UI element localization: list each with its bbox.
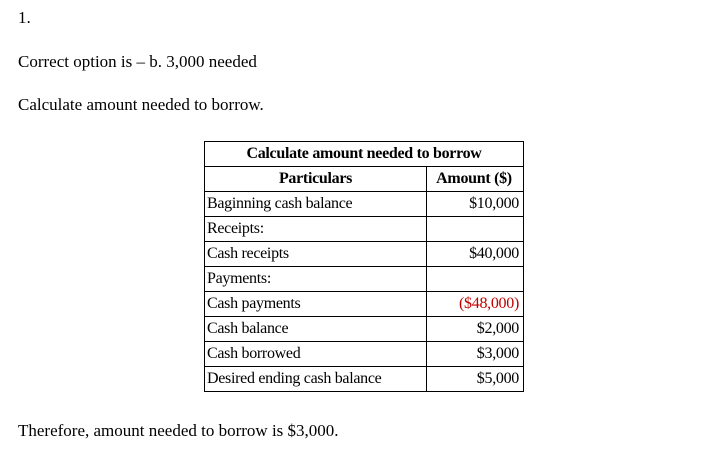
row-label: Cash receipts <box>205 242 427 267</box>
table-row <box>205 342 524 367</box>
row-label: Desired ending cash balance <box>205 367 427 392</box>
table-row <box>205 192 524 217</box>
table-title: Calculate amount needed to borrow <box>205 142 524 167</box>
row-amount: $10,000 <box>427 192 524 217</box>
table-row <box>205 292 524 317</box>
row-label: Cash borrowed <box>205 342 427 367</box>
answer-line: Correct option is – b. 3,000 needed <box>18 52 257 71</box>
question-number: 1. <box>18 8 31 27</box>
row-label: Baginning cash balance <box>205 192 427 217</box>
row-amount: $40,000 <box>427 242 524 267</box>
row-amount: $2,000 <box>427 317 524 342</box>
table-row <box>205 242 524 267</box>
row-amount <box>427 267 524 292</box>
column-header-amount: Amount ($) <box>427 167 524 192</box>
row-amount-negative: ($48,000) <box>427 292 524 317</box>
row-label: Receipts: <box>205 217 427 242</box>
table-header-row <box>205 167 524 192</box>
row-label: Payments: <box>205 267 427 292</box>
row-amount: $5,000 <box>427 367 524 392</box>
row-label: Cash payments <box>205 292 427 317</box>
borrow-calculation-table <box>204 141 524 392</box>
row-amount <box>427 217 524 242</box>
table-row <box>205 267 524 292</box>
table-title-row <box>205 142 524 167</box>
table-row <box>205 317 524 342</box>
table-row <box>205 367 524 392</box>
conclusion-line: Therefore, amount needed to borrow is $3,000. <box>18 421 339 440</box>
row-amount: $3,000 <box>427 342 524 367</box>
table-row <box>205 217 524 242</box>
intro-line: Calculate amount needed to borrow. <box>18 95 264 114</box>
column-header-particulars: Particulars <box>205 167 427 192</box>
row-label: Cash balance <box>205 317 427 342</box>
